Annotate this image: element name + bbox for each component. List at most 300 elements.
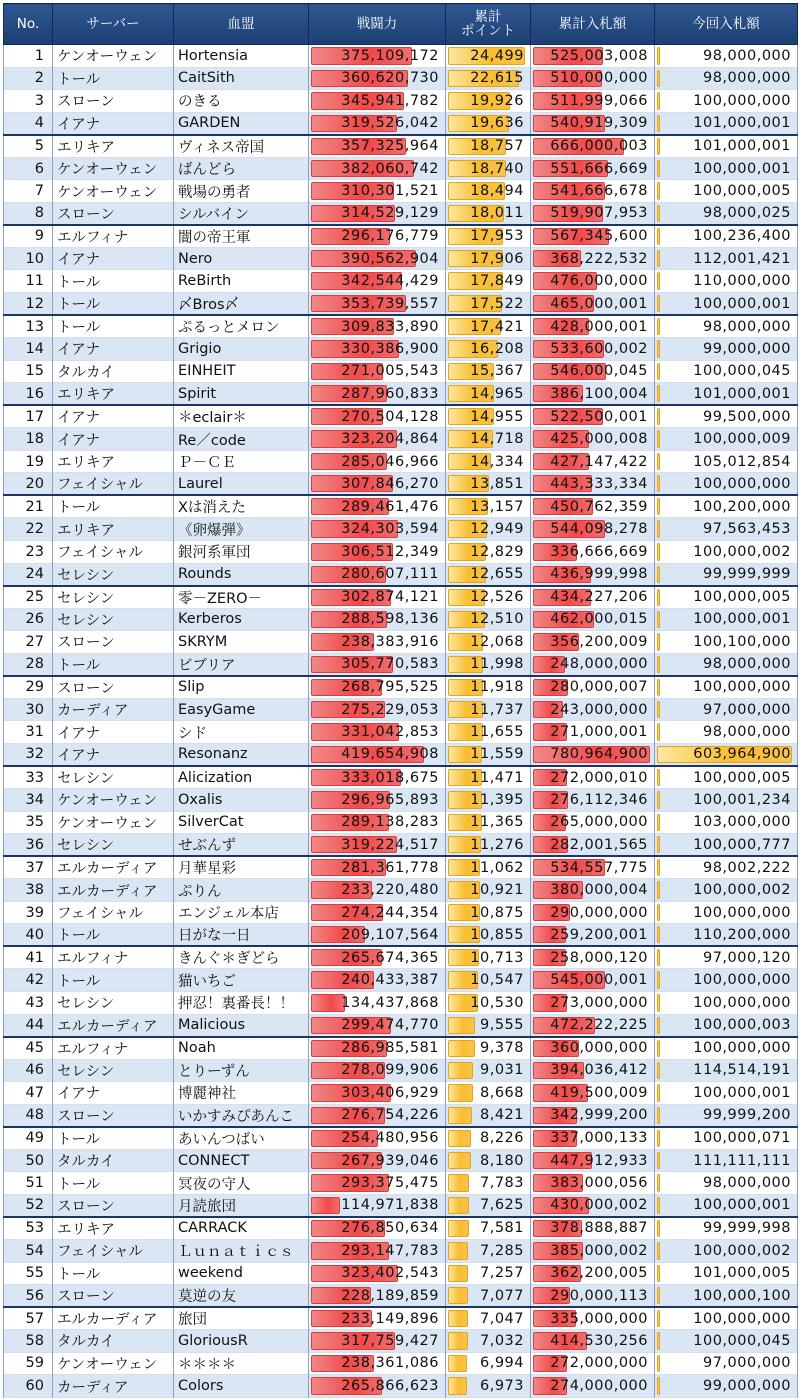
points-cell [446, 653, 531, 676]
total-bid-cell [531, 135, 655, 158]
guild-cell: ビブリア [174, 653, 309, 676]
guild-cell: 猫いちご [174, 969, 309, 992]
power-cell [309, 924, 446, 947]
current-bid-cell-bar [657, 1332, 660, 1350]
rank-cell: 19 [4, 450, 53, 473]
points-cell [446, 879, 531, 902]
total-bid-cell-value: 567,345,600 [550, 228, 648, 245]
current-bid-cell [655, 405, 798, 428]
table-row [4, 631, 798, 654]
current-bid-cell [655, 1149, 798, 1172]
power-cell-value: 278,099,906 [341, 1062, 439, 1079]
rank-cell: 29 [4, 676, 53, 699]
power-cell [309, 202, 446, 225]
points-cell [446, 721, 531, 744]
table-row [4, 789, 798, 812]
points-cell [446, 1014, 531, 1037]
table-row [4, 856, 798, 879]
current-bid-cell-bar [657, 633, 660, 651]
current-bid-cell-value: 101,000,001 [693, 385, 791, 402]
total-bid-cell-value: 280,000,007 [550, 679, 648, 696]
table-row [4, 135, 798, 158]
power-cell-value: 375,109,172 [341, 47, 439, 64]
total-bid-cell-value: 380,000,004 [550, 882, 648, 898]
rank-cell: 44 [4, 1014, 53, 1037]
guild-cell: 押忍！裏番長！！ [174, 991, 309, 1014]
points-cell [446, 293, 531, 316]
points-cell [446, 1375, 531, 1398]
current-bid-cell-bar [657, 1265, 660, 1283]
total-bid-cell-value: 385,000,002 [550, 1242, 648, 1259]
points-cell-bar [448, 1265, 468, 1283]
rank-cell: 56 [4, 1285, 53, 1308]
power-cell [309, 1172, 446, 1195]
rank-cell: 59 [4, 1352, 53, 1375]
power-cell-value: 303,406,929 [341, 1084, 439, 1101]
total-bid-cell [531, 721, 655, 744]
current-bid-cell-bar [657, 723, 660, 741]
points-cell [446, 405, 531, 428]
power-cell-value: 296,965,893 [341, 791, 439, 808]
current-bid-cell-bar [657, 589, 660, 606]
guild-cell: Laurel [174, 473, 309, 496]
power-cell-value: 293,147,783 [341, 1242, 439, 1259]
total-bid-cell [531, 901, 655, 924]
guild-cell: 旅団 [174, 1307, 309, 1330]
table-row [4, 428, 798, 451]
points-cell [446, 924, 531, 947]
power-cell [309, 1037, 446, 1060]
server-cell: エリキア [53, 383, 174, 406]
rank-cell: 40 [4, 924, 53, 947]
current-bid-cell [655, 811, 798, 834]
current-bid-cell-bar [657, 926, 660, 943]
current-bid-cell [655, 676, 798, 699]
current-bid-cell-bar [657, 1220, 660, 1237]
current-bid-cell [655, 541, 798, 564]
current-bid-cell-bar [657, 92, 660, 110]
total-bid-cell-value: 342,999,200 [550, 1107, 648, 1124]
current-bid-cell-value: 100,000,000 [693, 475, 791, 492]
power-cell [309, 1352, 446, 1375]
current-bid-cell-value: 99,999,998 [702, 1220, 791, 1237]
current-bid-cell [655, 293, 798, 316]
current-bid-cell-bar [657, 453, 660, 471]
points-cell-value: 19,926 [470, 92, 524, 109]
total-bid-cell [531, 631, 655, 654]
total-bid-cell-value: 336,666,669 [550, 543, 648, 560]
current-bid-cell-bar [657, 272, 660, 290]
total-bid-cell [531, 1059, 655, 1082]
guild-cell: Spirit [174, 383, 309, 406]
power-cell [309, 473, 446, 496]
power-cell [309, 676, 446, 699]
guild-cell: 月読旅団 [174, 1194, 309, 1217]
total-bid-cell-value: 545,000,001 [550, 972, 648, 989]
points-cell-value: 18,494 [470, 183, 524, 200]
points-cell-value: 17,522 [470, 295, 524, 312]
total-bid-cell [531, 67, 655, 90]
current-bid-cell-bar [657, 814, 660, 832]
rank-cell: 41 [4, 946, 53, 969]
total-bid-cell-value: 386,100,004 [550, 385, 648, 402]
guild-cell: Hortensia [174, 45, 309, 68]
power-cell-value: 353,739,557 [341, 295, 439, 312]
points-cell [446, 631, 531, 654]
points-cell-value: 11,062 [470, 859, 524, 876]
current-bid-cell-value: 98,000,000 [702, 318, 791, 335]
table-row [4, 1172, 798, 1195]
total-bid-cell [531, 1375, 655, 1398]
table-row [4, 1352, 798, 1375]
table-row [4, 563, 798, 586]
power-cell [309, 157, 446, 180]
current-bid-cell [655, 1014, 798, 1037]
power-cell [309, 405, 446, 428]
power-cell-value: 382,060,742 [341, 160, 439, 177]
power-cell [309, 270, 446, 293]
power-cell [309, 789, 446, 812]
total-bid-cell [531, 1014, 655, 1037]
guild-cell: Slip [174, 676, 309, 699]
power-cell-value: 274,244,354 [341, 904, 439, 921]
table-row [4, 879, 798, 902]
current-bid-cell [655, 608, 798, 631]
power-cell [309, 1262, 446, 1285]
current-bid-cell-value: 100,000,005 [693, 183, 791, 200]
total-bid-cell [531, 834, 655, 857]
power-cell [309, 315, 446, 338]
points-cell [446, 834, 531, 857]
points-cell [446, 811, 531, 834]
guild-cell: Grigio [174, 338, 309, 361]
current-bid-cell-bar [657, 1377, 660, 1395]
current-bid-cell [655, 991, 798, 1014]
points-cell-value: 9,555 [479, 1017, 524, 1034]
current-bid-cell-value: 100,000,002 [693, 543, 791, 560]
guild-cell: Resonanz [174, 743, 309, 766]
power-cell [309, 698, 446, 721]
points-cell [446, 360, 531, 383]
guild-cell: ReBirth [174, 270, 309, 293]
current-bid-cell [655, 856, 798, 879]
total-bid-cell [531, 991, 655, 1014]
header-no: No. [4, 4, 53, 45]
points-cell-value: 6,973 [479, 1378, 524, 1395]
current-bid-cell-value: 97,563,453 [702, 521, 791, 538]
points-cell-value: 7,581 [479, 1220, 524, 1237]
current-bid-cell-bar [657, 1017, 660, 1034]
points-cell [446, 946, 531, 969]
power-cell-value: 323,402,543 [341, 1265, 439, 1282]
total-bid-cell-value: 476,000,000 [550, 273, 648, 290]
server-cell: ケンオーウェン [53, 789, 174, 812]
points-cell-value: 7,625 [479, 1197, 524, 1214]
table-row [4, 112, 798, 135]
points-cell-value: 8,421 [479, 1107, 524, 1124]
power-cell-value: 240,433,387 [341, 972, 439, 989]
current-bid-cell-value: 100,000,000 [693, 994, 791, 1011]
power-cell [309, 991, 446, 1014]
table-row [4, 766, 798, 789]
table-row [4, 90, 798, 113]
current-bid-cell-value: 100,000,100 [693, 1287, 791, 1304]
guild-cell: SilverCat [174, 811, 309, 834]
total-bid-cell-value: 541,666,678 [550, 183, 648, 200]
power-cell [309, 1375, 446, 1398]
server-cell: セレシン [53, 1059, 174, 1082]
total-bid-cell-value: 383,000,056 [550, 1175, 648, 1192]
server-cell: トール [53, 270, 174, 293]
total-bid-cell-value: 259,200,001 [550, 926, 648, 943]
server-cell: スローン [53, 1194, 174, 1217]
table-row [4, 1014, 798, 1037]
current-bid-cell-value: 100,000,045 [693, 1332, 791, 1349]
points-cell-value: 12,655 [470, 566, 524, 583]
power-cell-value: 309,833,890 [341, 318, 439, 335]
points-cell-value: 10,855 [470, 926, 524, 943]
total-bid-cell-value: 511,999,066 [550, 92, 648, 109]
points-cell-value: 12,510 [470, 611, 524, 628]
power-cell [309, 428, 446, 451]
total-bid-cell-value: 462,000,015 [550, 611, 648, 628]
total-bid-cell [531, 45, 655, 68]
guild-cell: GARDEN [174, 112, 309, 135]
total-bid-cell-value: 540,919,309 [550, 115, 648, 132]
current-bid-cell [655, 631, 798, 654]
server-cell: セレシン [53, 991, 174, 1014]
current-bid-cell-value: 99,000,000 [702, 340, 791, 357]
current-bid-cell-bar [657, 1287, 660, 1304]
guild-cell: Oxalis [174, 789, 309, 812]
total-bid-cell-value: 360,000,000 [550, 1040, 648, 1057]
current-bid-cell-value: 110,000,000 [693, 273, 791, 290]
points-cell-value: 9,031 [479, 1062, 524, 1079]
server-cell: ケンオーウェン [53, 45, 174, 68]
guild-cell: 莫逆の友 [174, 1285, 309, 1308]
server-cell: イアナ [53, 1082, 174, 1105]
points-cell [446, 112, 531, 135]
current-bid-cell [655, 698, 798, 721]
power-cell [309, 1330, 446, 1353]
total-bid-cell [531, 743, 655, 766]
power-cell [309, 1014, 446, 1037]
power-cell-value: 238,361,086 [341, 1355, 439, 1372]
power-cell [309, 90, 446, 113]
total-bid-cell [531, 157, 655, 180]
total-bid-cell-value: 394,036,412 [550, 1062, 648, 1079]
power-cell [309, 1307, 446, 1330]
points-cell-bar [448, 1197, 469, 1214]
current-bid-cell [655, 1330, 798, 1353]
guild-cell: Re／code [174, 428, 309, 451]
power-cell [309, 1285, 446, 1308]
server-cell: イアナ [53, 112, 174, 135]
table-row [4, 698, 798, 721]
guild-cell: CONNECT [174, 1149, 309, 1172]
rank-cell: 57 [4, 1307, 53, 1330]
total-bid-cell-value: 337,000,133 [550, 1130, 648, 1147]
power-cell-value: 228,189,859 [341, 1287, 439, 1304]
table-row [4, 969, 798, 992]
table-row [4, 495, 798, 518]
points-cell [446, 856, 531, 879]
points-cell-value: 8,668 [479, 1084, 524, 1101]
rank-cell: 27 [4, 631, 53, 654]
rank-cell: 17 [4, 405, 53, 428]
rank-cell: 45 [4, 1037, 53, 1060]
current-bid-cell-value: 100,001,234 [693, 791, 791, 808]
points-cell-value: 12,829 [470, 543, 524, 560]
total-bid-cell [531, 608, 655, 631]
current-bid-cell [655, 1194, 798, 1217]
table-row [4, 473, 798, 496]
current-bid-cell-value: 100,000,000 [693, 92, 791, 109]
points-cell-value: 11,276 [470, 836, 524, 853]
current-bid-cell-bar [657, 971, 660, 989]
points-cell-value: 11,471 [470, 769, 524, 786]
power-cell-value: 306,512,349 [341, 543, 439, 560]
total-bid-cell-value: 430,000,002 [550, 1197, 648, 1214]
total-bid-cell [531, 112, 655, 135]
total-bid-cell [531, 1285, 655, 1308]
points-cell-value: 14,955 [470, 408, 524, 425]
guild-cell: Colors [174, 1375, 309, 1398]
rank-cell: 20 [4, 473, 53, 496]
total-bid-cell-value: 436,999,998 [550, 566, 648, 583]
total-bid-cell [531, 1104, 655, 1127]
table-row [4, 1149, 798, 1172]
current-bid-cell-bar [657, 430, 660, 448]
rank-cell: 26 [4, 608, 53, 631]
server-cell: イアナ [53, 247, 174, 270]
current-bid-cell-bar [657, 475, 660, 492]
points-cell [446, 1104, 531, 1127]
current-bid-cell-bar [657, 1197, 660, 1214]
total-bid-cell-value: 290,000,000 [550, 904, 648, 921]
server-cell: イアナ [53, 428, 174, 451]
rank-cell: 54 [4, 1239, 53, 1262]
points-cell-value: 6,994 [479, 1355, 524, 1372]
total-bid-cell-value: 551,666,669 [550, 160, 648, 177]
total-bid-cell [531, 1149, 655, 1172]
total-bid-cell [531, 789, 655, 812]
server-cell: イアナ [53, 743, 174, 766]
total-bid-cell [531, 473, 655, 496]
current-bid-cell-value: 111,111,111 [693, 1152, 791, 1169]
table-row [4, 247, 798, 270]
current-bid-cell-bar [657, 1355, 660, 1373]
points-cell [446, 1307, 531, 1330]
current-bid-cell-bar [657, 1107, 660, 1124]
header-total-bid: 累計入札額 [531, 4, 655, 45]
guild-cell: 博麗神社 [174, 1082, 309, 1105]
power-cell-value: 289,461,476 [341, 498, 439, 515]
power-cell [309, 834, 446, 857]
power-cell [309, 969, 446, 992]
rank-cell: 53 [4, 1217, 53, 1240]
table-row [4, 1307, 798, 1330]
current-bid-cell-bar [657, 70, 660, 88]
current-bid-cell [655, 1127, 798, 1150]
table-row [4, 1082, 798, 1105]
total-bid-cell-value: 265,000,000 [550, 814, 648, 831]
current-bid-cell [655, 1239, 798, 1262]
points-cell [446, 789, 531, 812]
points-cell-bar [448, 1310, 468, 1327]
current-bid-cell [655, 1217, 798, 1240]
table-row [4, 991, 798, 1014]
points-cell-value: 13,851 [470, 475, 524, 492]
server-cell: フェイシャル [53, 1239, 174, 1262]
guild-cell: Nero [174, 247, 309, 270]
current-bid-cell-bar [657, 1152, 660, 1170]
rank-cell: 21 [4, 495, 53, 518]
power-cell-value: 296,176,779 [341, 228, 439, 245]
current-bid-cell [655, 315, 798, 338]
server-cell: カーディア [53, 698, 174, 721]
total-bid-cell-value: 368,222,532 [550, 250, 648, 267]
points-cell-value: 19,636 [470, 115, 524, 132]
rank-cell: 52 [4, 1194, 53, 1217]
points-cell-value: 11,737 [470, 701, 524, 718]
points-cell-value: 7,032 [479, 1332, 524, 1349]
guild-cell: ＊＊＊＊ [174, 1352, 309, 1375]
power-cell-value: 360,620,730 [341, 70, 439, 87]
rank-cell: 4 [4, 112, 53, 135]
current-bid-cell-bar [657, 769, 660, 786]
power-cell-value: 323,204,864 [341, 431, 439, 448]
current-bid-cell-value: 99,000,000 [702, 1378, 791, 1395]
rank-cell: 10 [4, 247, 53, 270]
current-bid-cell-bar [657, 1040, 660, 1057]
points-cell-value: 12,949 [470, 521, 524, 538]
server-cell: ケンオーウェン [53, 157, 174, 180]
guild-cell: Noah [174, 1037, 309, 1060]
current-bid-cell [655, 834, 798, 857]
server-cell: トール [53, 653, 174, 676]
server-cell: エルカーディア [53, 879, 174, 902]
power-cell-value: 268,795,525 [341, 679, 439, 696]
power-cell [309, 225, 446, 248]
total-bid-cell-value: 666,000,003 [550, 138, 648, 155]
rank-cell: 31 [4, 721, 53, 744]
rank-cell: 14 [4, 338, 53, 361]
table-row [4, 946, 798, 969]
table-row [4, 157, 798, 180]
points-cell [446, 180, 531, 203]
server-cell: セレシン [53, 608, 174, 631]
current-bid-cell [655, 789, 798, 812]
current-bid-cell-bar [657, 115, 660, 132]
power-cell-bar [311, 1197, 340, 1214]
guild-cell: 冥夜の守人 [174, 1172, 309, 1195]
total-bid-cell-value: 414,530,256 [550, 1332, 648, 1349]
total-bid-cell [531, 698, 655, 721]
points-cell-value: 9,378 [479, 1040, 524, 1057]
rank-cell: 24 [4, 563, 53, 586]
power-cell-value: 331,042,853 [341, 724, 439, 741]
server-cell: タルカイ [53, 1149, 174, 1172]
total-bid-cell [531, 676, 655, 699]
server-cell: エルフィナ [53, 946, 174, 969]
current-bid-cell [655, 766, 798, 789]
current-bid-cell-value: 98,000,000 [702, 47, 791, 64]
table-row [4, 1330, 798, 1353]
rank-cell: 12 [4, 293, 53, 316]
server-cell: トール [53, 495, 174, 518]
current-bid-cell-value: 112,001,421 [693, 250, 791, 267]
